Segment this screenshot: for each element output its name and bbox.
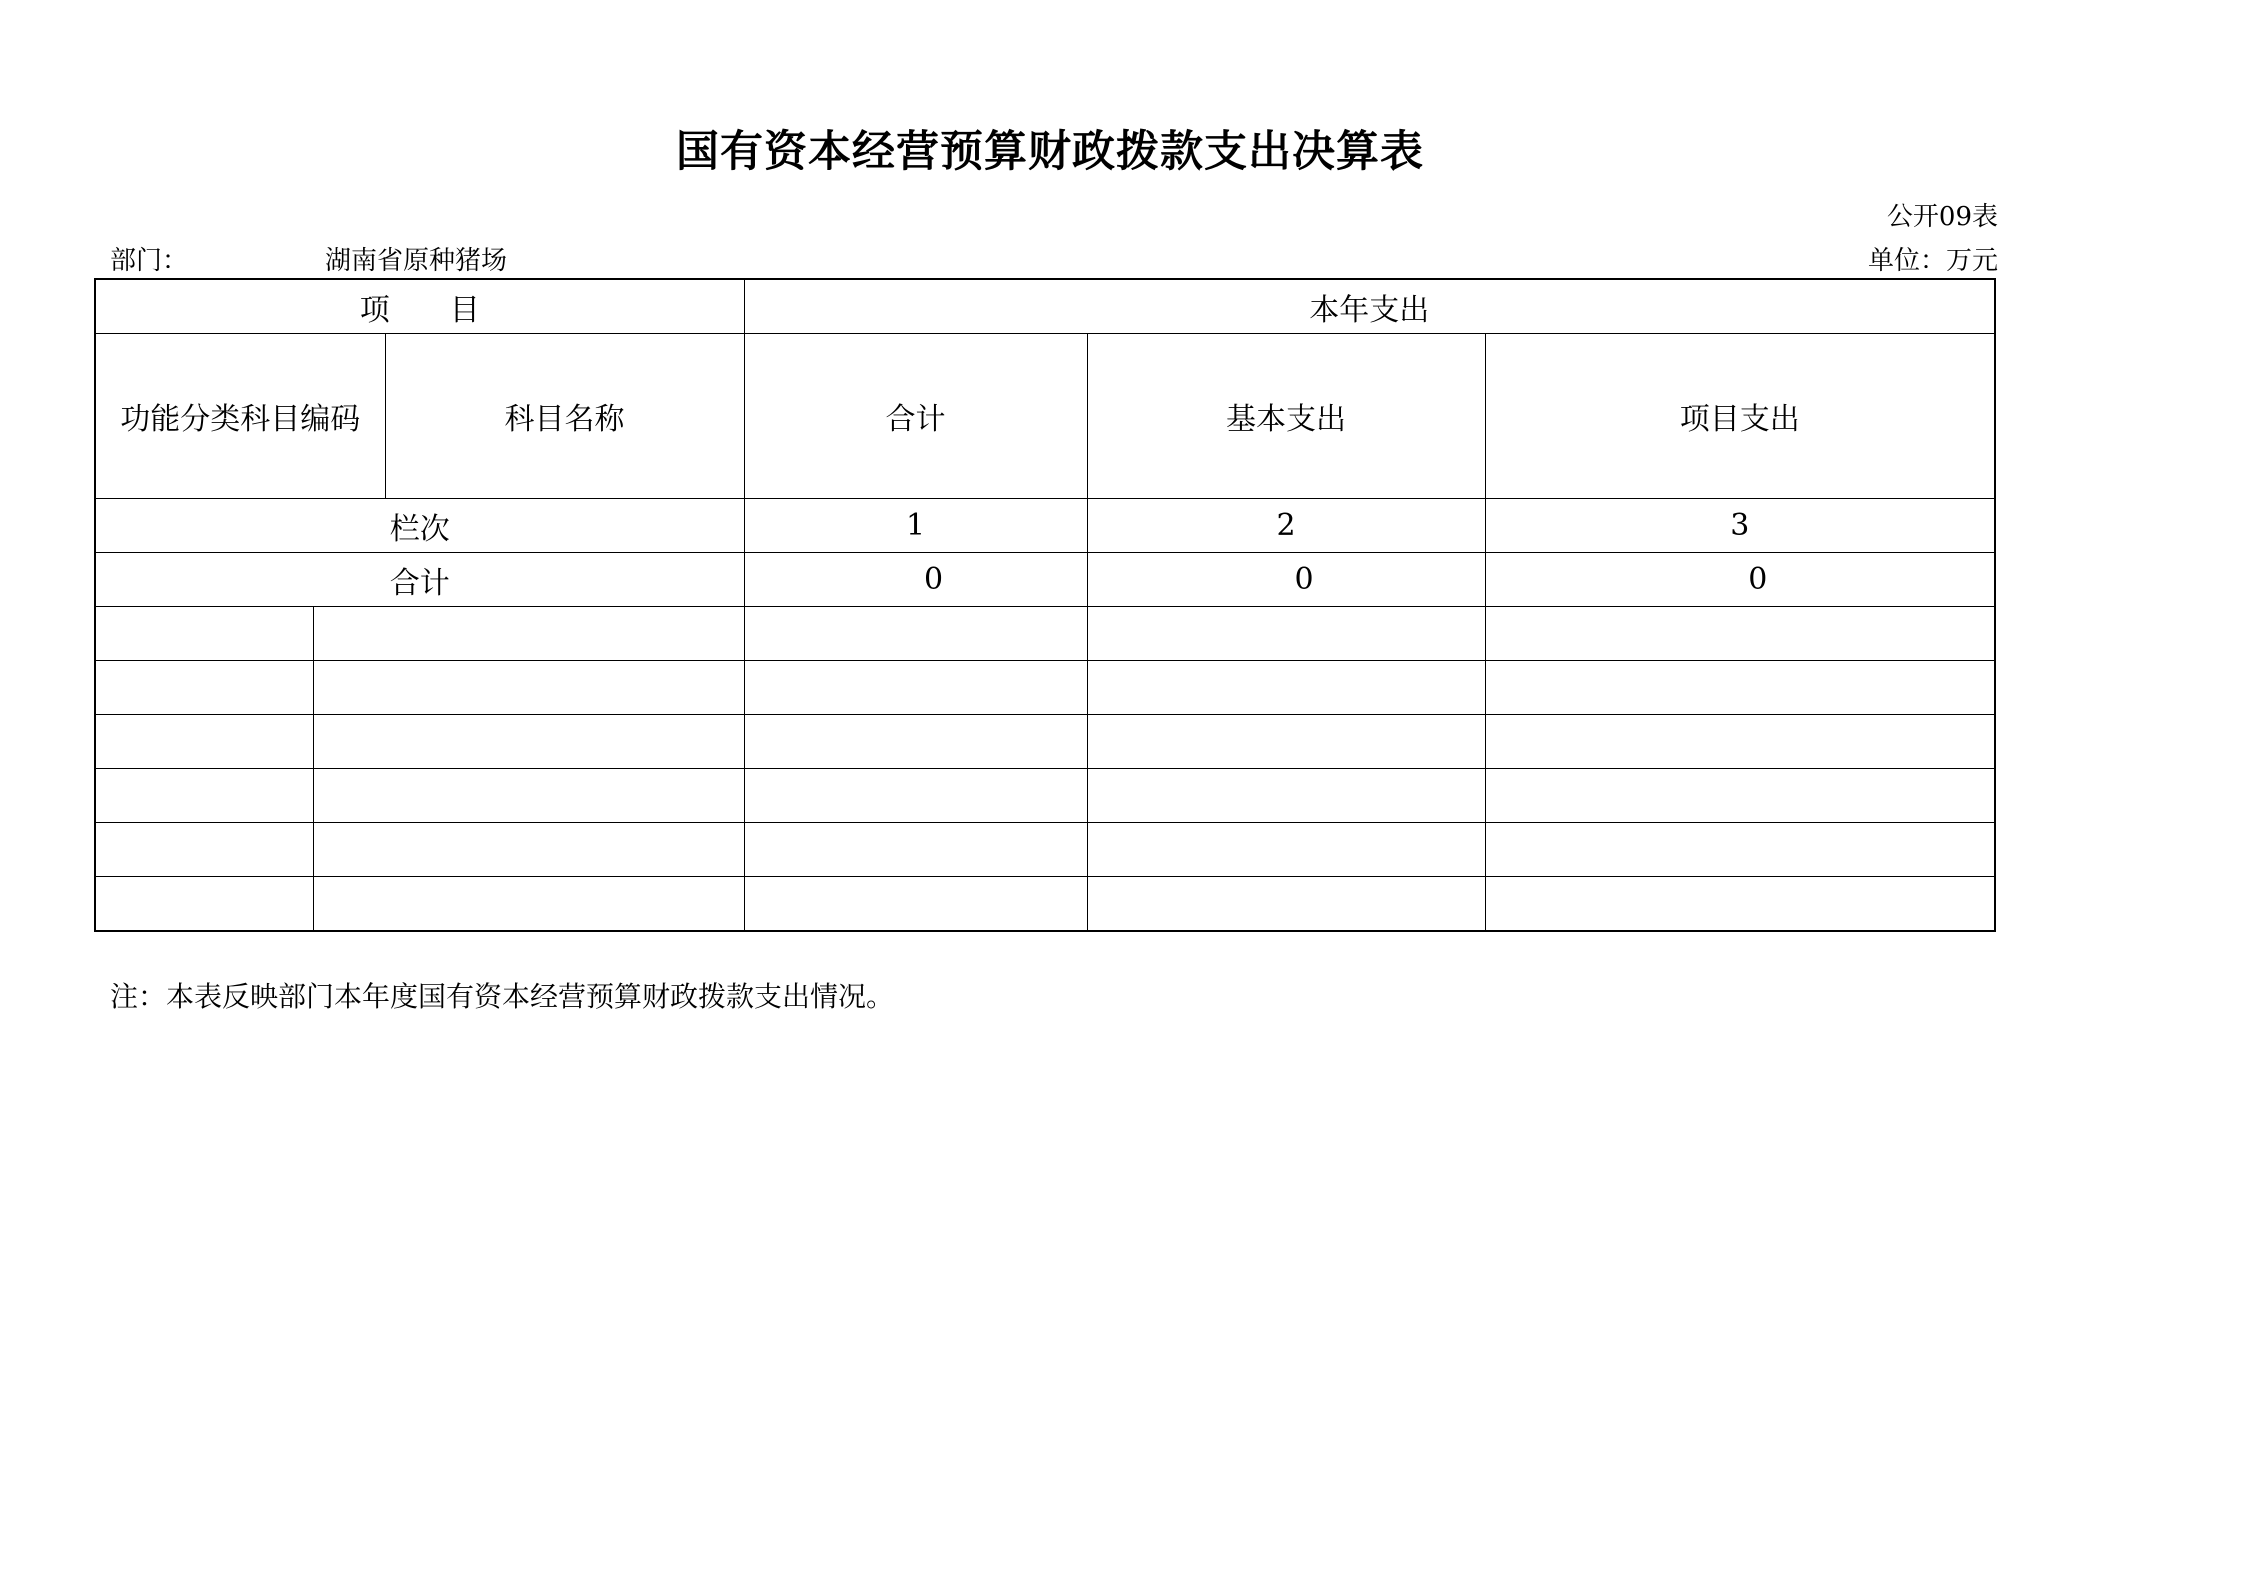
header-project: 项目支出: [1485, 334, 1995, 499]
column-row-label: 栏次: [95, 499, 744, 553]
empty-cell: [744, 607, 1087, 661]
empty-cell: [1087, 769, 1485, 823]
empty-cell: [744, 715, 1087, 769]
expenditure-table: [94, 278, 1996, 932]
empty-cell: [1485, 607, 1995, 661]
column-number-3: 3: [1485, 499, 1995, 553]
empty-cell: [744, 823, 1087, 877]
empty-cell: [95, 661, 313, 715]
empty-cell: [1485, 769, 1995, 823]
header-current-year: 本年支出: [744, 279, 1995, 334]
empty-cell: [313, 661, 744, 715]
empty-cell: [95, 823, 313, 877]
empty-cell: [1485, 823, 1995, 877]
empty-cell: [1087, 715, 1485, 769]
empty-cell: [313, 607, 744, 661]
empty-cell: [313, 769, 744, 823]
empty-cell: [95, 877, 313, 932]
empty-cell: [313, 823, 744, 877]
page-title: 国有资本经营预算财政拨款支出决算表: [676, 127, 1424, 177]
header-subject-name: 科目名称: [385, 334, 744, 499]
table-row: [95, 823, 1995, 877]
table-row: [95, 769, 1995, 823]
empty-cell: [744, 769, 1087, 823]
empty-cell: [744, 877, 1087, 932]
empty-cell: [1485, 661, 1995, 715]
empty-cell: [95, 607, 313, 661]
empty-cell: [1087, 661, 1485, 715]
empty-cell: [313, 715, 744, 769]
table-row: [95, 877, 1995, 932]
table-row: [95, 661, 1995, 715]
empty-cell: [95, 769, 313, 823]
empty-cell: [744, 661, 1087, 715]
column-number-2: 2: [1087, 499, 1485, 553]
header-func-code: 功能分类科目编码: [95, 334, 385, 499]
empty-cell: [95, 715, 313, 769]
table-row: [95, 607, 1995, 661]
empty-cell: [1485, 877, 1995, 932]
header-item: 项 目: [95, 279, 744, 334]
footnote: 注：本表反映部门本年度国有资本经营预算财政拨款支出情况。: [110, 980, 895, 1013]
column-number-1: 1: [744, 499, 1087, 553]
table-row: [95, 715, 1995, 769]
empty-cell: [1087, 607, 1485, 661]
empty-cell: [1087, 823, 1485, 877]
department-name: 湖南省原种猪场: [325, 246, 508, 276]
empty-cell: [313, 877, 744, 932]
form-number: 公开09表: [1886, 202, 1998, 232]
empty-cell: [1087, 877, 1485, 932]
total-row-label: 合计: [95, 553, 744, 607]
header-total: 合计: [744, 334, 1087, 499]
total-value-1: 0: [744, 553, 1087, 607]
department-label: 部门：: [110, 246, 189, 276]
header-basic: 基本支出: [1087, 334, 1485, 499]
unit-label: 单位：万元: [1867, 246, 1998, 276]
total-value-3: 0: [1485, 553, 1995, 607]
total-value-2: 0: [1087, 553, 1485, 607]
empty-cell: [1485, 715, 1995, 769]
